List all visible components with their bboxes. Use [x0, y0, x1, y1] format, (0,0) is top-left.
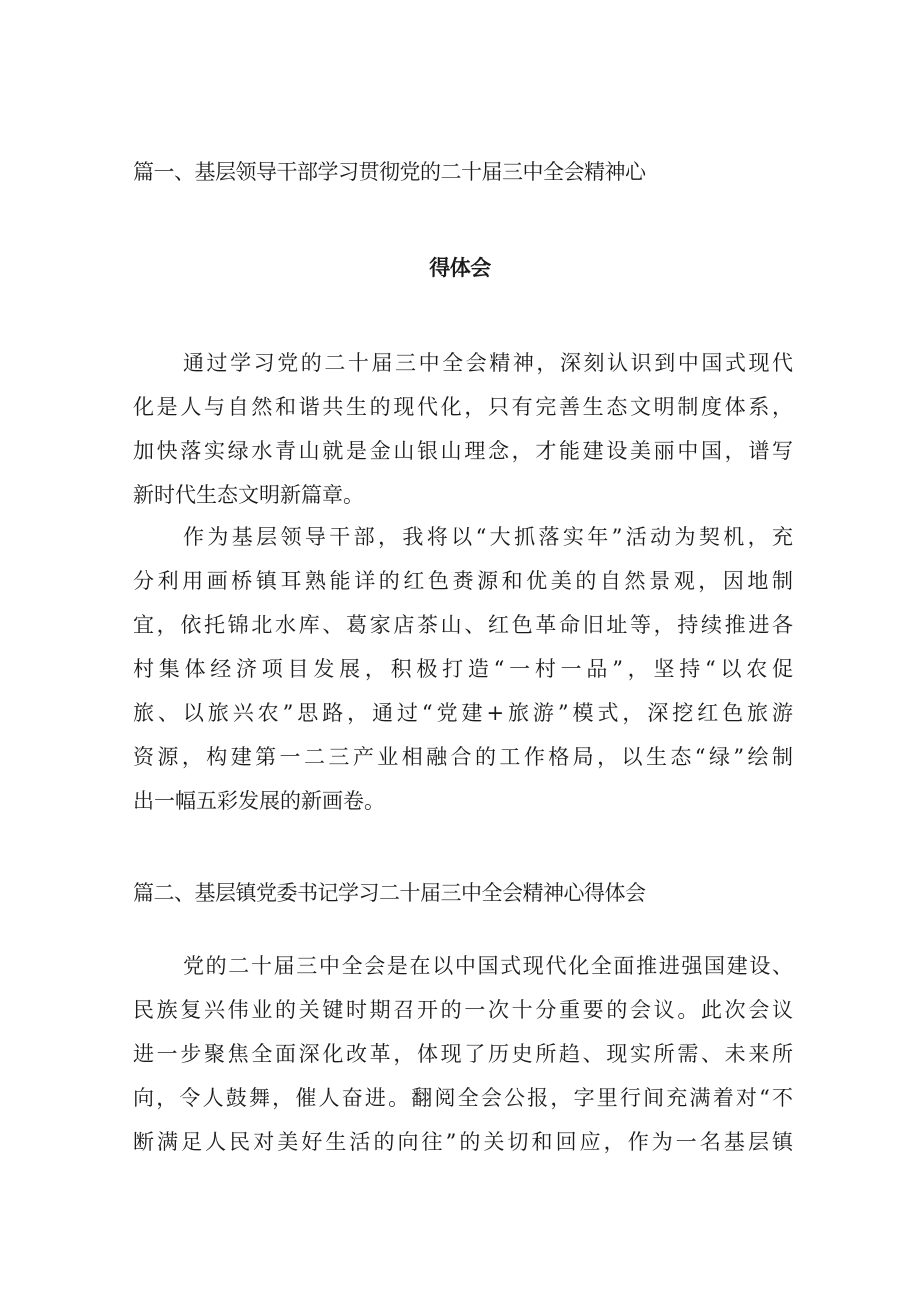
paragraph-line: 加快落实绿水青山就是金山银山理念，才能建设美丽中国，谱写	[133, 439, 793, 463]
section1-title-line1: 篇一、基层领导干部学习贯彻党的二十届三中全会精神心	[133, 160, 646, 184]
paragraph-line: 断满足人民对美好生活的向往”的关切和回应，作为一名基层镇	[133, 1130, 793, 1154]
paragraph-line: 分利用画桥镇耳熟能详的红色赉源和优美的自然景观，因地制	[133, 569, 793, 593]
paragraph-line: 出一幅五彩发展的新画卷。	[133, 789, 385, 813]
section1-paragraph-2	[133, 515, 793, 823]
paragraph-line: 化是人与自然和谐共生的现代化，只有完善生态文明制度体系，	[133, 395, 793, 419]
paragraph-line: 通过学习党的二十届三中全会精神，深刻认识到中国式现代	[183, 351, 793, 375]
paragraph-line: 党的二十届三中全会是在以中国式现代化全面推进强国建设、	[183, 954, 793, 978]
paragraph-line: 旅、以旅兴农”思路，通过“党建+旅游”模式，深挖红色旅游	[133, 701, 793, 725]
paragraph-line: 向，令人鼓舞，催人奋进。翻阅全会公报，字里行间充满着对“不	[133, 1086, 793, 1110]
paragraph-line: 村集体经济项目发展，积极打造“一村一品”，坚持“以农促	[133, 657, 793, 681]
paragraph-line: 宜，依托锦北水库、葛家店茶山、红色革命旧址等，持续推进各	[133, 613, 793, 637]
section1-title-line2: 得体会	[429, 256, 491, 280]
section1-paragraph-1	[133, 341, 793, 517]
paragraph-line: 民族复兴伟业的关键时期召开的一次十分重要的会议。此次会议	[133, 998, 793, 1022]
paragraph-line: 新时代生态文明新篇章。	[133, 483, 364, 507]
paragraph-line: 资源，构建第一二三产业相融合的工作格局，以生态“绿”绘制	[133, 745, 793, 769]
paragraph-line: 进一步聚焦全面深化改革，体现了历史所趋、现实所需、未来所	[133, 1042, 793, 1066]
paragraph-line: 作为基层领导干部，我将以“大抓落实年”活动为契机，充	[183, 525, 793, 549]
section2-paragraph-1	[133, 944, 793, 1164]
section2-title: 篇二、基层镇党委书记学习二十届三中全会精神心得体会	[133, 881, 646, 905]
